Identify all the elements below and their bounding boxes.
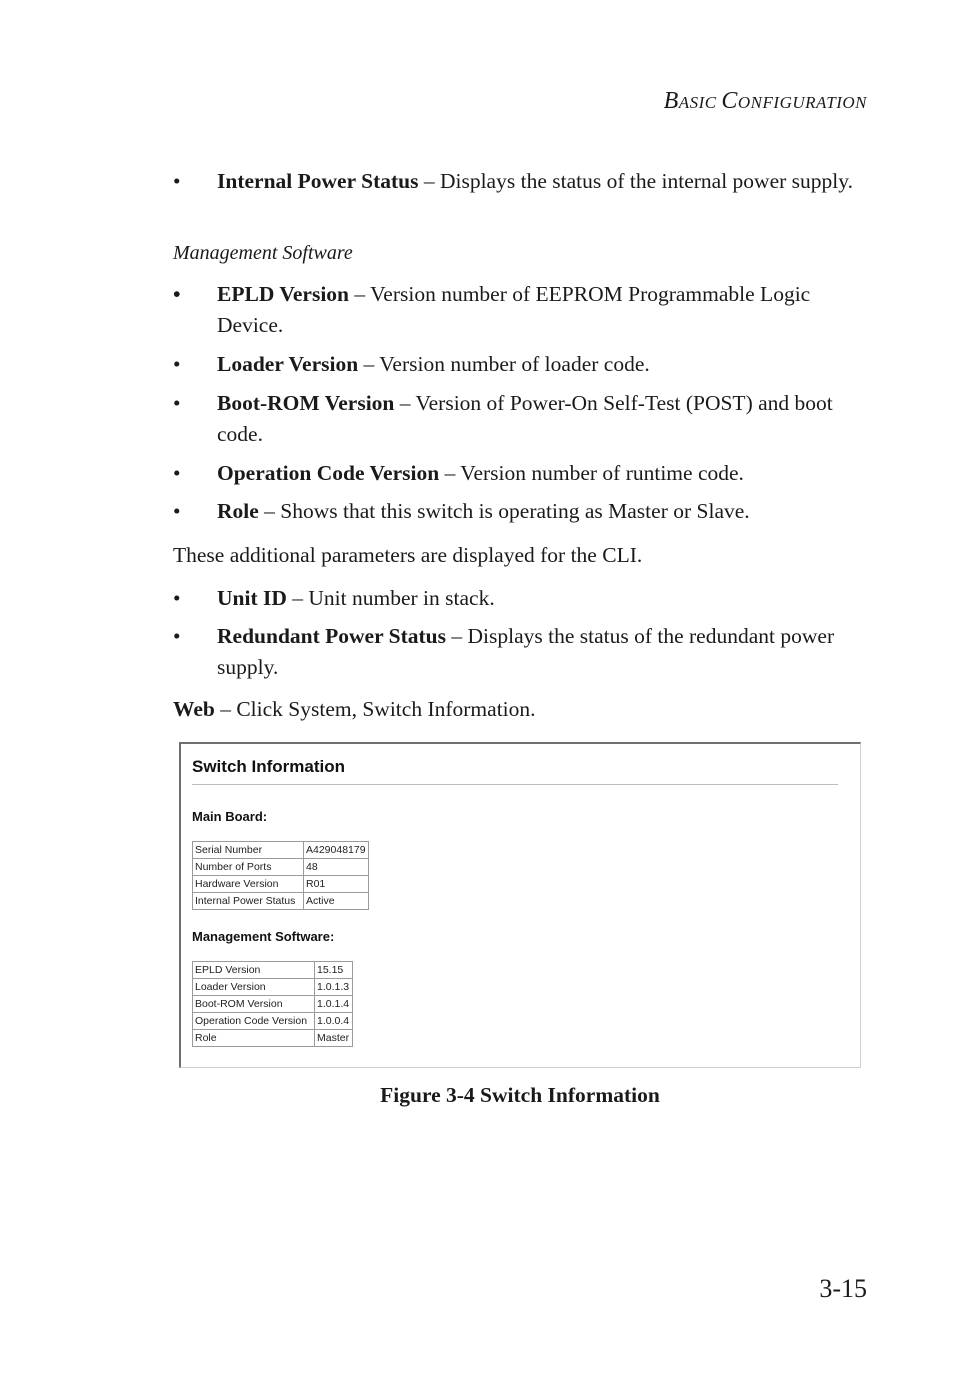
management-software-subheading: Management Software: [192, 929, 335, 944]
bullet-dot: • [173, 169, 181, 193]
bullet-term: Operation Code Version [217, 461, 440, 485]
bullet-dot: • [173, 586, 181, 610]
table-row [193, 893, 369, 910]
row-value: 1.0.1.3 [315, 979, 353, 996]
figure-caption: Figure 3-4 Switch Information [380, 1083, 660, 1107]
row-value: 1.0.1.4 [315, 996, 353, 1013]
bullet-desc: – Version number of loader code. [358, 352, 650, 376]
bullet-desc: – Version of Power-On Self-Test (POST) and boot code. [217, 391, 833, 446]
row-value: R01 [304, 876, 369, 893]
bullet-desc: – Shows that this switch is operating as Master or Slave. [258, 499, 750, 523]
row-label: Role [193, 1030, 315, 1047]
row-value: Active [304, 893, 369, 910]
bullet-term: EPLD Version [217, 282, 350, 306]
row-label: Boot-ROM Version [193, 996, 315, 1013]
table-row [193, 1013, 353, 1030]
bullet-boot-rom-version [173, 388, 873, 450]
bullet-internal-power-status [173, 166, 873, 197]
bullet-desc: – Unit number in stack. [286, 586, 495, 610]
bullet-dot: • [173, 461, 181, 485]
running-header: BASIC CONFIGURATION [663, 88, 867, 114]
bullet-term: Loader Version [217, 352, 359, 376]
row-label: Loader Version [193, 979, 315, 996]
web-text: – Click System, Switch Information. [214, 697, 536, 721]
table-row [193, 842, 369, 859]
figure-divider [192, 784, 838, 785]
bullet-term: Internal Power Status [217, 169, 419, 193]
table-row [193, 859, 369, 876]
figure-panel-title: Switch Information [192, 757, 345, 776]
row-value: 1.0.0.4 [315, 1013, 353, 1030]
bullet-desc: – Displays the status of the internal power supply. [418, 169, 853, 193]
row-label: EPLD Version [193, 962, 315, 979]
management-software-table [192, 961, 353, 1047]
bullet-dot: • [173, 352, 181, 376]
row-label: Internal Power Status [193, 893, 304, 910]
row-value: A429048179 [304, 842, 369, 859]
bullet-dot: • [173, 282, 181, 306]
page-number: 3-15 [819, 1274, 867, 1303]
cli-intro-paragraph: These additional parameters are displayed for the CLI. [173, 543, 643, 567]
row-label: Number of Ports [193, 859, 304, 876]
bullet-term: Unit ID [217, 586, 287, 610]
bullet-desc: – Displays the status of the redundant power supply. [217, 624, 835, 679]
bullet-dot: • [173, 624, 181, 648]
table-row [193, 979, 353, 996]
bullet-role [173, 496, 873, 527]
switch-information-screenshot [179, 742, 861, 1068]
row-value: Master [315, 1030, 353, 1047]
bullet-redundant-power-status [173, 621, 873, 683]
row-label: Hardware Version [193, 876, 304, 893]
table-row [193, 962, 353, 979]
bullet-unit-id [173, 583, 873, 614]
table-row [193, 996, 353, 1013]
bullet-desc: – Version number of runtime code. [439, 461, 744, 485]
bullet-loader-version [173, 349, 873, 380]
management-software-heading: Management Software [173, 242, 353, 264]
row-value: 48 [304, 859, 369, 876]
main-board-heading: Main Board: [192, 809, 268, 824]
web-instruction [173, 697, 536, 722]
bullet-term: Boot-ROM Version [217, 391, 395, 415]
bullet-term: Redundant Power Status [217, 624, 446, 648]
table-row [193, 876, 369, 893]
bullet-dot: • [173, 499, 181, 523]
bullet-desc: – Version number of EEPROM Programmable Logic Device. [217, 282, 811, 337]
table-row [193, 1030, 353, 1047]
bullet-dot: • [173, 391, 181, 415]
bullet-term: Role [217, 499, 259, 523]
bullet-operation-code-version [173, 458, 873, 489]
main-board-table [192, 841, 369, 910]
row-label: Operation Code Version [193, 1013, 315, 1030]
bullet-epld-version [173, 279, 873, 341]
row-label: Serial Number [193, 842, 304, 859]
web-label: Web [173, 697, 215, 721]
row-value: 15.15 [315, 962, 353, 979]
